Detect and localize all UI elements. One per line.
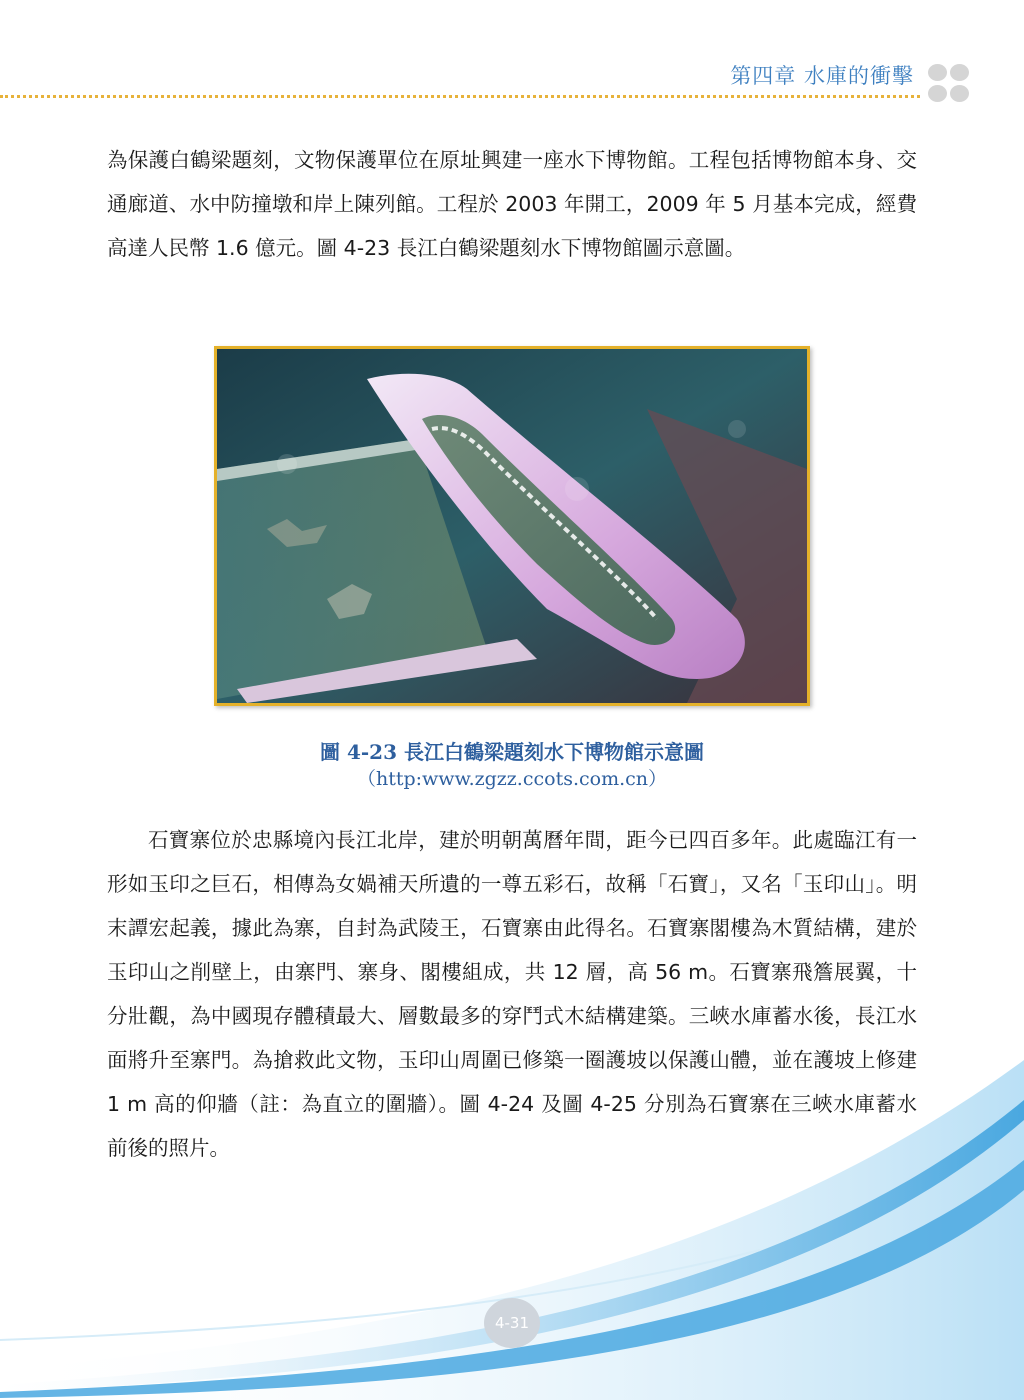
header-dotted-divider [0, 95, 920, 98]
chapter-header: 第四章 水庫的衝擊 [730, 64, 914, 88]
figure-caption-source: （http:www.zgzz.ccots.com.cn） [356, 768, 668, 790]
figure-caption-title: 圖 4-23 長江白鶴梁題刻水下博物館示意圖 [320, 740, 704, 764]
page-number: 4-31 [494, 1314, 530, 1332]
header-dots-decoration [928, 64, 970, 104]
page-number-badge [484, 1298, 540, 1348]
body-paragraph-2: 石寶寨位於忠縣境內長江北岸，建於明朝萬曆年間，距今已四百多年。此處臨江有一形如玉印之巨石，相傳為女媧補天所遺的一尊五彩石，故稱「石寶」，又名「玉印山」。明末譚宏起義，據此為寨，自封為武陵王，石寶寨由此得名。石寶寨閣樓為木質結構，建於玉印山之削壁上，由寨門、寨身、閣樓組成，共 12 層，高 56 m。石寶寨飛簷展翼，十分壯觀，為中國現存體積最大、層數最多的穿鬥式木結構建築。三峽水庫蓄水後，長江水面將升至寨門。為搶救此文物，玉印山周圍已修築一圈護坡以保護山體，並在護坡上修建 1 m 高的仰牆（註：為直立的圍牆）。圖 4-24 及圖 4-25 分別為石寶寨在三峽水庫蓄水前後的照片。 [107, 828, 917, 1160]
figure-image-underwater-museum [214, 346, 810, 706]
body-paragraph-1: 為保護白鶴梁題刻，文物保護單位在原址興建一座水下博物館。工程包括博物館本身、交通廊道、水中防撞墩和岸上陳列館。工程於 2003 年開工，2009 年 5 月基本完成，經費高達人民幣 1.6 億元。圖 4-23 長江白鶴梁題刻水下博物館圖示意圖。 [107, 148, 917, 260]
